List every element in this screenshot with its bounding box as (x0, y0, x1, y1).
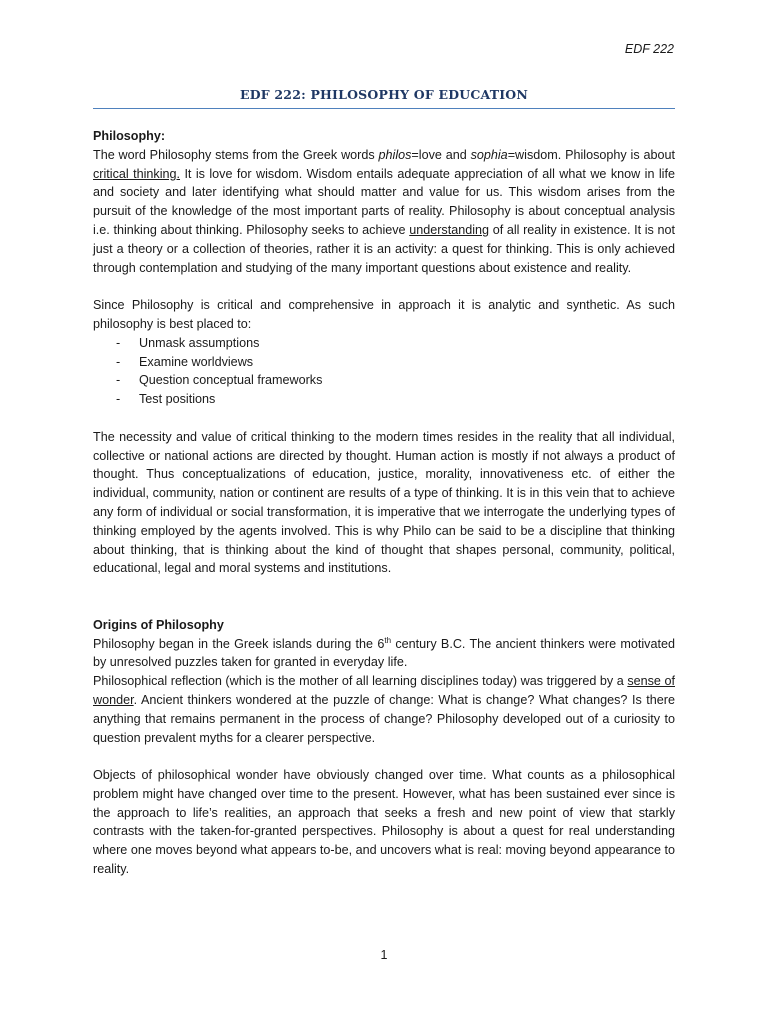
term-philos: philos (378, 147, 412, 162)
running-header: EDF 222 (624, 42, 674, 56)
list-item: - Examine worldviews (93, 353, 675, 372)
underlined-sense-of-wonder: sense of wonder (93, 674, 675, 707)
document-body (93, 127, 675, 879)
section-heading-philosophy: Philosophy: (93, 129, 166, 143)
paragraph-origins-greek: Philosophy began in the Greek islands during the 6th century B.C. The ancient thinkers were motivated by unresolved puzzles taken for granted in everyday life. (93, 635, 675, 670)
paragraph-analytic-synthetic: Since Philosophy is critical and comprehensive in approach it is analytic and synthetic. As such philosophy is best placed to: (93, 298, 675, 331)
page-number: 1 (380, 948, 388, 962)
section-heading-origins: Origins of Philosophy (93, 617, 224, 632)
list-item: - Question conceptual frameworks (93, 371, 675, 390)
paragraph-critical-thinking: The necessity and value of critical thinking to the modern times resides in the reality that all individual, collective or national actions are directed by thought. Human action is mostly if not always a product of thought. Thus conceptualizations of education, justice, morality, innovativeness etc. of either the individual, community, nation or continent are results of a type of thinking. It is in this vein that to achieve any form of individual or social transformation, it is imperative that we interrogate the underlying types of thinking employed by the agents involved. This is why Philo can be said to be a discipline that thinking about thinking, that is thinking about the kind of thought that shapes personal, community, political, educational, legal and moral systems and institutions. (93, 429, 675, 576)
list-item: - Unmask assumptions (93, 334, 675, 353)
document-title: EDF 222: PHILOSOPHY OF EDUCATION (240, 87, 528, 102)
list-item: - Test positions (93, 390, 675, 409)
paragraph-philosophy-definition: The word Philosophy stems from the Greek words philos=love and sophia=wisdom. Philosophy is about critical thinking. It is love for wisdom. Wisdom entails adequate appreciation of all what we know in life and society and later identifying what should matter and value for us. This wisdom arises from the pursuit of the knowledge of the most important parts of reality. Philosophy is about conceptual analysis i.e. thinking about thinking. Philosophy seeks to achieve understanding of all reality in existence. It is not just a theory or a collection of theories, rather it is an activity: a quest for thinking. This is only achieved through contemplation and studying of the many important questions about existence and reality. (93, 147, 676, 275)
paragraph-objects-of-wonder: Objects of philosophical wonder have obviously changed over time. What counts as a philosophical problem might have changed over time to the present. However, what has been sustained ever since is the approach to life’s realities, an approach that seeks a fresh and new point of view that starkly contrasts with the taken-for-granted perspectives. Philosophy is about a quest for real understanding where one moves beyond what appears to-be, and uncovers what is real: moving beyond appearance to reality. (93, 768, 675, 877)
title-divider (93, 108, 675, 109)
paragraph-origins-wonder: Philosophical reflection (which is the mother of all learning disciplines today) was triggered by a sense of wonder. Ancient thinkers wondered at the puzzle of change: What is change? What changes? Is there anything that remains permanent in the process of change? Philosophy developed out of a curiosity to question prevalent myths for a clearer perspective. (93, 674, 675, 745)
philosophy-roles-list (93, 334, 675, 409)
underlined-critical-thinking: critical thinking. (93, 166, 181, 181)
underlined-understanding: understanding (409, 222, 490, 237)
term-sophia: sophia (470, 147, 508, 162)
